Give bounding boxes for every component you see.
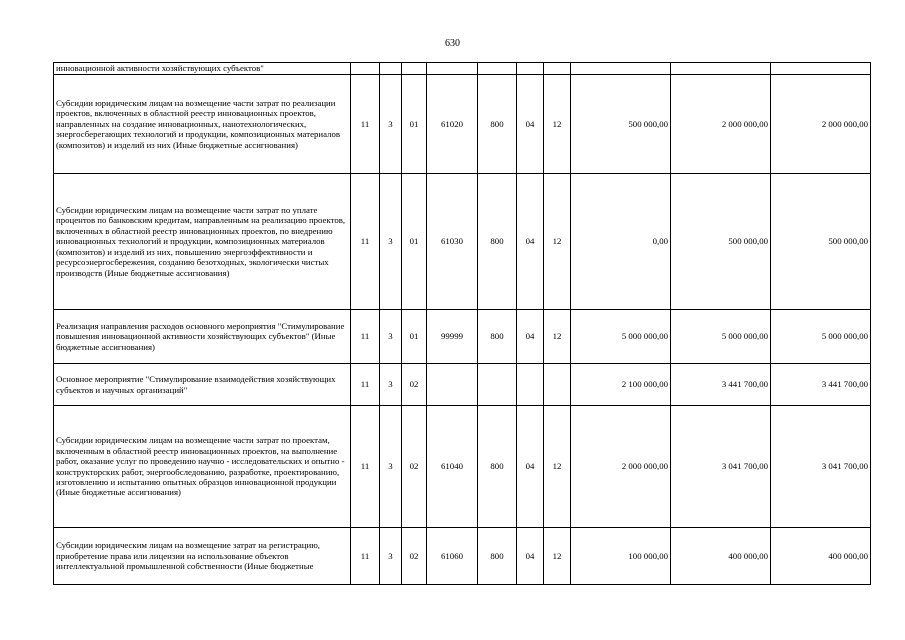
table-row bbox=[54, 174, 871, 310]
code-cell: 01 bbox=[402, 75, 427, 174]
code-cell bbox=[351, 63, 380, 75]
code-cell: 11 bbox=[351, 174, 380, 310]
table-row bbox=[54, 63, 871, 75]
code-cell: 800 bbox=[478, 75, 517, 174]
code-cell: 800 bbox=[478, 310, 517, 364]
code-cell: 02 bbox=[402, 364, 427, 406]
code-cell: 11 bbox=[351, 310, 380, 364]
amount-cell: 2 100 000,00 bbox=[571, 364, 671, 406]
code-cell: 01 bbox=[402, 174, 427, 310]
page-number: 630 bbox=[445, 38, 460, 49]
amount-cell: 5 000 000,00 bbox=[771, 310, 871, 364]
table-body bbox=[54, 63, 871, 585]
row-description: Субсидии юридическим лицам на возмещение части затрат по проектам, включенным в областной реестр инновационных проектов, на выполнение работ, оказание услуг по проведению научно - исследовательских и опытно - конструкторских работ, энергообследованию, разработке, проектированию, изготовлению и испытанию опытных образцов инновационной продукции (Иные бюджетные ассигнования) bbox=[54, 406, 351, 528]
code-cell: 04 bbox=[517, 310, 544, 364]
table-row bbox=[54, 310, 871, 364]
code-cell bbox=[478, 63, 517, 75]
amount-cell bbox=[671, 63, 771, 75]
code-cell: 3 bbox=[380, 364, 402, 406]
table-row bbox=[54, 528, 871, 585]
amount-cell: 500 000,00 bbox=[671, 174, 771, 310]
code-cell bbox=[478, 364, 517, 406]
code-cell: 800 bbox=[478, 528, 517, 585]
amount-cell bbox=[771, 63, 871, 75]
code-cell: 11 bbox=[351, 75, 380, 174]
code-cell bbox=[544, 63, 571, 75]
code-cell: 02 bbox=[402, 528, 427, 585]
code-cell: 61020 bbox=[427, 75, 478, 174]
code-cell: 12 bbox=[544, 528, 571, 585]
code-cell bbox=[427, 63, 478, 75]
row-description: Субсидии юридическим лицам на возмещение части затрат по уплате процентов по банковским кредитам, направленным на реализацию проектов, включенных в областной реестр инновационных проектов, по внедрению инновационных технологий и продукции, композиционных материалов (композитов) и изделий из них, повышению энергоэффективности и ресурсоэнергосбережения, созданию безотходных, экологически чистых производств (Иные бюджетные ассигнования) bbox=[54, 174, 351, 310]
code-cell: 04 bbox=[517, 174, 544, 310]
code-cell bbox=[402, 63, 427, 75]
amount-cell: 500 000,00 bbox=[571, 75, 671, 174]
row-description: Основное мероприятие "Стимулирование взаимодействия хозяйствующих субъектов и научных организаций" bbox=[54, 364, 351, 406]
code-cell: 3 bbox=[380, 75, 402, 174]
code-cell: 61040 bbox=[427, 406, 478, 528]
budget-table bbox=[53, 62, 871, 585]
code-cell: 12 bbox=[544, 174, 571, 310]
amount-cell bbox=[571, 63, 671, 75]
amount-cell: 3 441 700,00 bbox=[671, 364, 771, 406]
amount-cell: 400 000,00 bbox=[771, 528, 871, 585]
amount-cell: 500 000,00 bbox=[771, 174, 871, 310]
code-cell: 02 bbox=[402, 406, 427, 528]
code-cell: 3 bbox=[380, 174, 402, 310]
code-cell: 12 bbox=[544, 75, 571, 174]
code-cell: 3 bbox=[380, 528, 402, 585]
amount-cell: 2 000 000,00 bbox=[771, 75, 871, 174]
code-cell: 12 bbox=[544, 406, 571, 528]
code-cell: 11 bbox=[351, 406, 380, 528]
amount-cell: 5 000 000,00 bbox=[571, 310, 671, 364]
table-row bbox=[54, 364, 871, 406]
code-cell: 04 bbox=[517, 406, 544, 528]
amount-cell: 400 000,00 bbox=[671, 528, 771, 585]
table-row bbox=[54, 406, 871, 528]
amount-cell: 5 000 000,00 bbox=[671, 310, 771, 364]
code-cell bbox=[517, 63, 544, 75]
amount-cell: 2 000 000,00 bbox=[671, 75, 771, 174]
amount-cell: 0,00 bbox=[571, 174, 671, 310]
code-cell: 11 bbox=[351, 528, 380, 585]
amount-cell: 3 041 700,00 bbox=[771, 406, 871, 528]
amount-cell: 2 000 000,00 bbox=[571, 406, 671, 528]
code-cell: 01 bbox=[402, 310, 427, 364]
code-cell: 61030 bbox=[427, 174, 478, 310]
code-cell: 3 bbox=[380, 406, 402, 528]
row-description: Субсидии юридическим лицам на возмещение затрат на регистрацию, приобретение права или лицензии на использование объектов интеллектуальной промышленной собственности (Иные бюджетные bbox=[54, 528, 351, 585]
code-cell bbox=[544, 364, 571, 406]
code-cell: 800 bbox=[478, 174, 517, 310]
code-cell bbox=[517, 364, 544, 406]
code-cell: 3 bbox=[380, 310, 402, 364]
amount-cell: 3 441 700,00 bbox=[771, 364, 871, 406]
code-cell bbox=[427, 364, 478, 406]
code-cell: 99999 bbox=[427, 310, 478, 364]
code-cell: 12 bbox=[544, 310, 571, 364]
code-cell: 04 bbox=[517, 528, 544, 585]
row-description: Субсидии юридическим лицам на возмещение части затрат по реализации проектов, включенных в областной реестр инновационных проектов, направленных на создание инновационных, нанотехнологических, энергосберегающих технологий и продукции, композиционных материалов (композитов) и изделий из них (Иные бюджетные ассигнования) bbox=[54, 75, 351, 174]
amount-cell: 3 041 700,00 bbox=[671, 406, 771, 528]
table-row bbox=[54, 75, 871, 174]
code-cell: 800 bbox=[478, 406, 517, 528]
code-cell bbox=[380, 63, 402, 75]
row-description: инновационной активности хозяйствующих субъектов" bbox=[54, 63, 351, 75]
code-cell: 04 bbox=[517, 75, 544, 174]
amount-cell: 100 000,00 bbox=[571, 528, 671, 585]
code-cell: 11 bbox=[351, 364, 380, 406]
code-cell: 61060 bbox=[427, 528, 478, 585]
row-description: Реализация направления расходов основного мероприятия "Стимулирование повышения инновационной активности хозяйствующих субъектов" (Иные бюджетные ассигнования) bbox=[54, 310, 351, 364]
